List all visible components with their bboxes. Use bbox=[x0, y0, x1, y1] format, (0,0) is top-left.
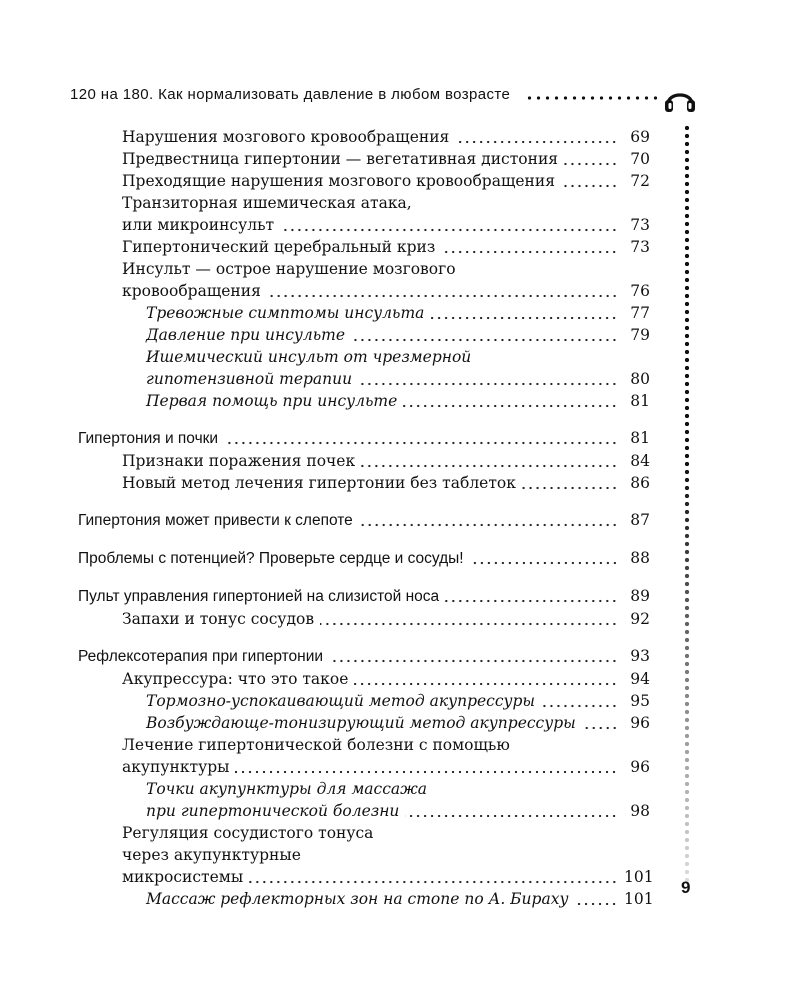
toc-entry-page: 84 bbox=[630, 452, 650, 470]
toc-dot-leader bbox=[564, 162, 618, 166]
toc-entry[interactable] bbox=[78, 888, 654, 910]
header-title: 120 на 180. Как нормализовать давление в любом возрасте bbox=[70, 86, 511, 103]
toc-entry-page: 80 bbox=[630, 370, 650, 388]
toc-entry[interactable] bbox=[78, 324, 650, 346]
toc-dot-leader bbox=[430, 316, 618, 320]
toc-entry[interactable] bbox=[78, 280, 650, 302]
toc-dot-leader bbox=[561, 184, 618, 188]
toc-entry[interactable] bbox=[78, 450, 650, 472]
toc-entry-title: Инсульт — острое нарушение мозгового bbox=[122, 260, 456, 278]
toc-entry-title: Акупрессура: что это такое bbox=[122, 670, 349, 688]
toc-entry-page: 92 bbox=[630, 610, 650, 628]
toc-entry-title: Транзиторная ишемическая атака, bbox=[122, 194, 412, 212]
toc-entry-page: 72 bbox=[630, 172, 650, 190]
toc-entry-title: Давление при инсульте bbox=[146, 326, 346, 344]
toc-dot-leader bbox=[354, 682, 618, 686]
toc-entry[interactable] bbox=[78, 302, 650, 324]
toc-entry-page: 81 bbox=[630, 429, 650, 447]
toc-entry-page: 73 bbox=[630, 238, 650, 256]
toc-entry-title: Проблемы с потенцией? Проверьте сердце и сосуды! bbox=[78, 550, 464, 567]
toc-dot-leader bbox=[235, 770, 618, 774]
toc-entry[interactable] bbox=[78, 368, 650, 390]
toc-entry[interactable] bbox=[78, 192, 650, 214]
toc-entry-page: 101 bbox=[624, 890, 654, 908]
toc-dot-leader bbox=[358, 382, 618, 386]
toc-entry-title: Гипертония может привести к слепоте bbox=[78, 512, 353, 529]
toc-entry-page: 81 bbox=[630, 392, 650, 410]
toc-entry-page: 94 bbox=[630, 670, 650, 688]
toc-entry[interactable] bbox=[78, 668, 650, 690]
toc-entry[interactable] bbox=[78, 778, 650, 800]
toc-dot-leader bbox=[280, 228, 618, 232]
toc-entry-title: Предвестница гипертонии — вегетативная дистония bbox=[122, 150, 559, 168]
toc-entry-title: Первая помощь при инсульте bbox=[146, 392, 398, 410]
toc-entry[interactable] bbox=[78, 756, 650, 778]
toc-dot-leader bbox=[582, 726, 618, 730]
toc-entry-title: акупунктуры bbox=[122, 758, 230, 776]
toc-dot-leader bbox=[574, 902, 618, 906]
toc-entry-page: 73 bbox=[630, 216, 650, 234]
toc-entry-page: 76 bbox=[630, 282, 650, 300]
toc-entry-page: 96 bbox=[630, 714, 650, 732]
toc-entry[interactable] bbox=[78, 866, 654, 888]
toc-entry[interactable] bbox=[78, 734, 650, 756]
toc-entry[interactable] bbox=[78, 236, 650, 258]
toc-entry-page: 89 bbox=[630, 587, 650, 605]
toc-entry[interactable] bbox=[78, 214, 650, 236]
toc-entry-title: через акупунктурные bbox=[122, 846, 301, 864]
toc-dot-leader bbox=[470, 561, 618, 565]
toc-dot-leader bbox=[359, 523, 618, 527]
toc-entry-page: 98 bbox=[630, 802, 650, 820]
toc-dot-leader bbox=[361, 464, 618, 468]
toc-entry-page: 88 bbox=[630, 549, 650, 567]
toc-entry-title: Гипертонический церебральный криз bbox=[122, 238, 436, 256]
toc-entry-title: Тормозно-успокаивающий метод акупрессуры bbox=[146, 692, 536, 710]
table-of-contents bbox=[78, 126, 654, 910]
toc-entry-title: Регуляция сосудистого тонуса bbox=[122, 824, 374, 842]
toc-entry[interactable] bbox=[78, 126, 650, 148]
toc-entry-title: Ишемический инсульт от чрезмерной bbox=[146, 348, 472, 366]
toc-dot-leader bbox=[249, 880, 618, 884]
toc-entry[interactable] bbox=[78, 712, 650, 734]
toc-entry[interactable] bbox=[78, 390, 650, 412]
running-header bbox=[70, 84, 710, 112]
toc-entry-title: Лечение гипертонической болезни с помощью bbox=[122, 736, 510, 754]
toc-entry-title: гипотензивной терапии bbox=[146, 370, 353, 388]
toc-entry-title: Рефлексотерапия при гипертонии bbox=[78, 648, 324, 665]
toc-entry-title: Запахи и тонус сосудов bbox=[122, 610, 315, 628]
toc-entry[interactable] bbox=[78, 426, 650, 450]
toc-entry-title: Массаж рефлекторных зон на стопе по А. Бираху bbox=[146, 890, 569, 908]
toc-entry-page: 93 bbox=[630, 647, 650, 665]
toc-entry-title: Гипертония и почки bbox=[78, 430, 219, 447]
page-number: 9 bbox=[681, 878, 691, 897]
toc-entry[interactable] bbox=[78, 690, 650, 712]
toc-entry-title: при гипертонической болезни bbox=[146, 802, 400, 820]
toc-entry[interactable] bbox=[78, 148, 650, 170]
toc-entry-page: 101 bbox=[624, 868, 654, 886]
toc-entry-title: Тревожные симптомы инсульта bbox=[146, 304, 425, 322]
toc-dot-leader bbox=[455, 140, 618, 144]
toc-entry-page: 79 bbox=[630, 326, 650, 344]
toc-dot-leader bbox=[329, 659, 618, 663]
toc-entry[interactable] bbox=[78, 844, 650, 866]
toc-entry-title: микросистемы bbox=[122, 868, 244, 886]
toc-entry-title: Нарушения мозгового кровообращения bbox=[122, 128, 450, 146]
toc-entry-page: 87 bbox=[630, 511, 650, 529]
toc-entry-title: или микроинсульт bbox=[122, 216, 275, 234]
toc-dot-leader bbox=[522, 486, 618, 490]
toc-entry[interactable] bbox=[78, 508, 650, 532]
toc-entry[interactable] bbox=[78, 472, 650, 494]
toc-entry-page: 70 bbox=[630, 150, 650, 168]
toc-dot-leader bbox=[441, 250, 618, 254]
toc-dot-leader bbox=[224, 441, 618, 445]
toc-entry[interactable] bbox=[78, 546, 650, 570]
toc-entry-page: 69 bbox=[630, 128, 650, 146]
header-dotted-line bbox=[525, 96, 660, 100]
toc-entry[interactable] bbox=[78, 608, 650, 630]
headphones-icon bbox=[662, 84, 698, 114]
toc-entry[interactable] bbox=[78, 346, 650, 368]
toc-entry[interactable] bbox=[78, 170, 650, 192]
toc-entry-page: 86 bbox=[630, 474, 650, 492]
toc-entry-page: 95 bbox=[630, 692, 650, 710]
toc-entry-title: Признаки поражения почек bbox=[122, 452, 356, 470]
toc-entry-page: 96 bbox=[630, 758, 650, 776]
toc-entry-title: Точки акупунктуры для массажа bbox=[146, 780, 428, 798]
toc-entry-page: 77 bbox=[630, 304, 650, 322]
toc-dot-leader bbox=[403, 404, 618, 408]
toc-entry-title: кровообращения bbox=[122, 282, 261, 300]
toc-dot-leader bbox=[351, 338, 618, 342]
toc-entry[interactable] bbox=[78, 584, 650, 608]
toc-entry[interactable] bbox=[78, 822, 650, 844]
toc-entry-title: Пульт управления гипертонией на слизистой носа bbox=[78, 588, 440, 605]
toc-entry-title: Новый метод лечения гипертонии без таблеток bbox=[122, 474, 516, 492]
toc-dot-leader bbox=[405, 814, 618, 818]
toc-entry[interactable] bbox=[78, 258, 650, 280]
side-dotted-line bbox=[684, 124, 690, 884]
toc-dot-leader bbox=[541, 704, 618, 708]
toc-dot-leader bbox=[445, 599, 618, 603]
toc-entry-title: Возбуждающе-тонизирующий метод акупрессуры bbox=[146, 714, 576, 732]
toc-dot-leader bbox=[267, 294, 618, 298]
toc-entry[interactable] bbox=[78, 800, 650, 822]
toc-entry-title: Преходящие нарушения мозгового кровообращения bbox=[122, 172, 555, 190]
toc-dot-leader bbox=[320, 622, 618, 626]
toc-entry[interactable] bbox=[78, 644, 650, 668]
